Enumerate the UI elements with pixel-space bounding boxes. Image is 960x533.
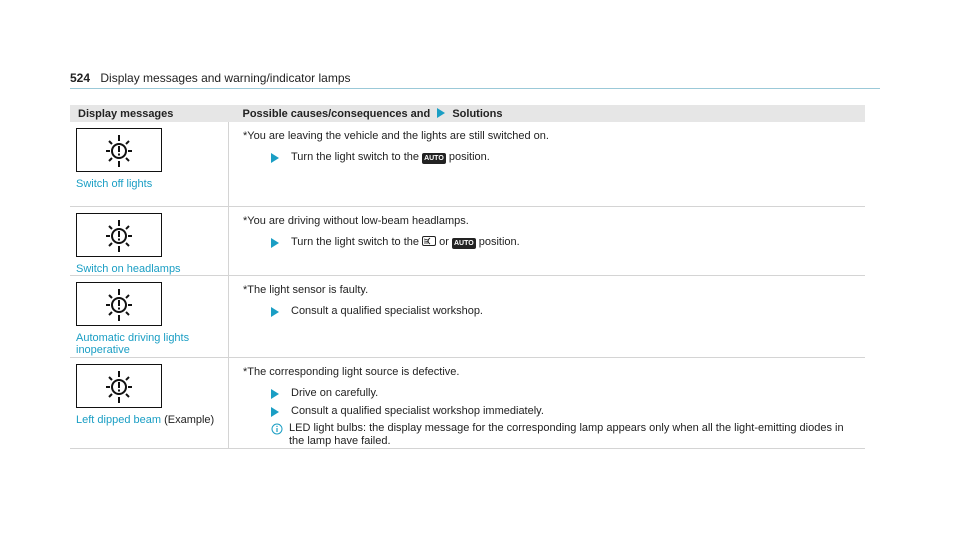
table-row: [70, 206, 865, 275]
step-text: or: [439, 235, 449, 248]
auto-light-icon: AUTO: [453, 239, 474, 247]
message-line: Automatic driving lights: [76, 331, 190, 344]
lamp-fault-icon: [98, 132, 140, 168]
solution-step: [271, 387, 865, 400]
display-message: [76, 332, 228, 356]
table-header-row: [70, 105, 865, 122]
page-number: 524: [70, 71, 91, 85]
info-note: [271, 422, 865, 448]
lamp-fault-icon: [98, 217, 140, 253]
cause-text: *You are driving without low-beam headlamps.: [243, 214, 469, 227]
auto-light-icon: AUTO: [424, 155, 444, 162]
table-row: [70, 122, 865, 206]
step-text: position.: [478, 235, 520, 248]
lamp-fault-icon: [98, 286, 140, 322]
display-icon-box: [76, 128, 162, 172]
step-text: Consult a qualified specialist workshop immediately.: [291, 404, 544, 417]
display-message: Switch off lights: [76, 178, 153, 190]
display-icon-box: [76, 364, 162, 408]
col-header-causes-text: Possible causes/consequences and: [242, 107, 431, 120]
display-message: [76, 414, 228, 426]
arrow-icon: [437, 108, 445, 118]
step-text: position.: [448, 151, 490, 163]
message-line: inoperative: [76, 343, 130, 356]
display-message: Switch on headlamps: [76, 262, 181, 275]
table-row: [70, 275, 865, 357]
step-text: Turn the light switch to the: [291, 235, 419, 248]
message-text: Left dipped beam: [76, 413, 162, 426]
arrow-icon: [271, 407, 279, 417]
col-header-causes: [229, 105, 866, 122]
arrow-icon: [271, 307, 279, 317]
arrow-icon: [271, 389, 279, 399]
message-suffix: (Example): [161, 413, 215, 426]
cause-text: *The light sensor is faulty.: [243, 283, 369, 296]
step-text: Drive on carefully.: [291, 386, 379, 399]
arrow-icon: [271, 238, 279, 248]
table-row: [70, 357, 865, 448]
arrow-icon: [271, 153, 279, 163]
step-text: Consult a qualified specialist workshop.: [291, 304, 483, 317]
info-icon: [271, 423, 283, 435]
display-icon-box: [76, 213, 162, 257]
messages-table: [70, 105, 865, 449]
cause-text: *You are leaving the vehicle and the lights are still switched on.: [243, 130, 549, 142]
page-title: Display messages and warning/indicator lamps: [100, 71, 351, 85]
step-text: Turn the light switch to the: [291, 151, 419, 163]
col-header-solutions-text: Solutions: [452, 107, 503, 120]
info-text: LED light bulbs: the display message for the corresponding lamp appears only when all the light-emitting diodes in the lamp have failed.: [289, 421, 844, 447]
cause-text: *The corresponding light source is defective.: [243, 365, 460, 378]
solution-step: [271, 151, 865, 164]
col-header-messages: Display messages: [70, 105, 229, 122]
low-beam-icon: [422, 236, 436, 246]
solution-step: [271, 236, 865, 249]
solution-step: [271, 305, 865, 318]
lamp-fault-icon: [98, 368, 140, 404]
page-header: [70, 70, 880, 89]
display-icon-box: [76, 282, 162, 326]
solution-step: [271, 405, 865, 418]
